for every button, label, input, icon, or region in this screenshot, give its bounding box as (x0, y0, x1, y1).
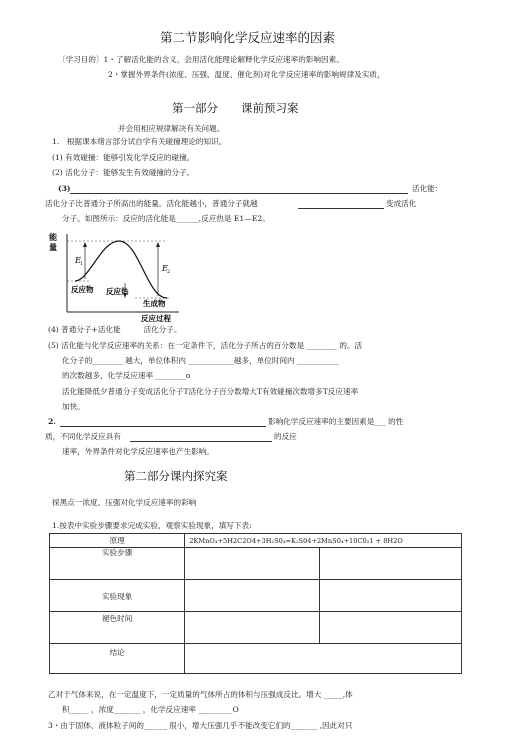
principle-label: 原理 (50, 534, 185, 548)
blank-line (130, 441, 272, 442)
gas-pressure-line-2: 积_____ ，浓度_______ ，化学反应速率 _________O (62, 705, 239, 714)
e2-subscript: 2 (167, 269, 171, 275)
question-1-3-d: 分子。如图所示：反应的活化能是______,反应热是 E1—E2。 (62, 214, 270, 223)
heat-label: 反应热 (106, 287, 129, 296)
principle-value: 2KMnO₄+5H2C2O4+3H₂S0₄=K₂S04+2MnS0₄+10C0₂1 + 8H2O (185, 534, 462, 548)
objective-2: 2・掌握外界条件(浓度、压强、温度、催化剂)对化学反应速率的影响规律及实质， (108, 70, 385, 79)
e1-label: E (75, 256, 81, 265)
question-1-3-a: 活化能： (412, 184, 443, 193)
phenomena-label: 实验现象 (50, 580, 185, 612)
steps-label: 实验步骤 (50, 548, 185, 580)
question-2-a: 影响化学反应速率的主要因素是___ 的性 (268, 417, 404, 426)
table-cell[interactable] (185, 548, 320, 580)
experiment-table (49, 533, 462, 674)
table-cell[interactable] (320, 548, 462, 580)
conclusion-label: 结论 (50, 644, 185, 674)
energy-diagram (45, 228, 185, 324)
question-2-b: 质，不同化学反应具有 (45, 432, 121, 441)
gas-pressure-line-1: 乙对于气体来说，在一定温度下，一定质量的气体所占的体积与压强成反比。增大 _____,体 (48, 690, 353, 699)
question-1-5-b: 化分子的________ 越大，单位体积内 ____________越多，单位时间内 ___________ (62, 356, 339, 365)
e1-subscript: 1 (80, 261, 84, 267)
part2-subtitle: 採黑点一浓度、压强对化学反应速率的彩响 (52, 498, 197, 507)
table-cell[interactable] (185, 612, 320, 644)
part2-heading: 第二部分课内探究案 (124, 469, 228, 483)
table-row (50, 644, 462, 674)
question-1-3-b: 活化分子比普通分子所高出的能量。活化能越小，普通分子就越 (45, 199, 258, 208)
fade-time-label: 褪色时间 (50, 612, 185, 644)
question-1-4: (4) 普通分子+活化能 活化分子。 (48, 325, 182, 334)
table-cell[interactable] (185, 644, 462, 674)
question-1-5-d: 活化能降低夕普通分子变成活化分子T活化分子百分数增大T有效碰撞次数增多T反应速率 (62, 387, 359, 396)
question-1-5-e: 加快。 (62, 402, 85, 411)
objective-1: 〔学习目的〕1・了解活化能的含义，会用活化能理论解释化学反应速率的影响因素。 (58, 55, 344, 64)
product-label: 生成物 (143, 299, 166, 308)
question-1-1: (1) 有效碰撞：能够引发化学反应的碰撞。 (52, 153, 195, 162)
y-axis-label-2: 量 (49, 242, 57, 252)
e2-label: E (162, 264, 168, 273)
table-row (50, 612, 462, 644)
question-1-5-a: (5) 活化能与化学反应速率的关系：在一定条件下，活化分子所占的百分数是 ________ 的。活 (48, 341, 363, 350)
x-axis-label: 反应过程 (141, 314, 171, 323)
y-axis-label-1: 能 (49, 232, 57, 242)
blank-line (298, 208, 384, 209)
reactant-label: 反应物 (71, 285, 94, 294)
blank-line (70, 193, 408, 194)
table-cell[interactable] (185, 580, 320, 612)
question-1-3-c: 变成活化 (386, 199, 417, 208)
table-row (50, 534, 462, 548)
page-title: 第二节影响化学反应速率的因素 (160, 30, 336, 45)
table-row (50, 548, 462, 580)
question-2-number: 2. (48, 417, 56, 426)
part1-heading: 第一部分 课前预习案 (172, 101, 299, 115)
question-1-2: (2) 活化分子：能够发生有效碰撞的分子。 (52, 168, 195, 177)
part1-intro: 并会用相应规律解决有关问题。 (118, 124, 225, 133)
table-cell[interactable] (320, 580, 462, 612)
question-2-c: 的反应 (274, 432, 297, 441)
question-1-5-c: 的次数越多，化学反应速率 ________o (62, 371, 191, 380)
question-1-3-number: (3) (58, 184, 71, 193)
blank-line (60, 426, 266, 427)
question-3: 3・由于固体、液体粒子间的______ 很小，增大压强几乎不能改变它们的_______ ,因此对只 (48, 721, 353, 730)
table-row (50, 580, 462, 612)
part2-instruction: 1.按表中实验步骤要求完成实验，观察实验现象，填写下表: (52, 521, 252, 530)
question-1: 1. 根据课本绪言部分试自学有关碰撞理论的知识。 (52, 137, 227, 146)
table-cell[interactable] (320, 612, 462, 644)
question-2-d: 速率，外界条件对化学反应速率也产生影响。 (62, 447, 214, 456)
